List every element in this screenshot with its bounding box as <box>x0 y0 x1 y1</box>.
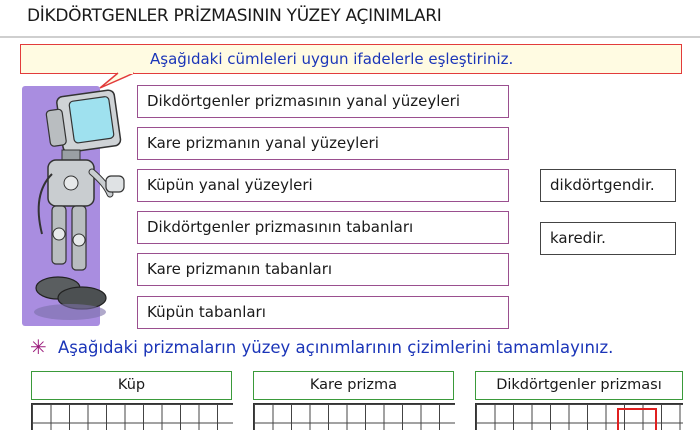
robot-mascot-icon <box>18 84 133 334</box>
instruction-text: Aşağıdaki prizmaların yüzey açınımlarının çizimlerini tamamlayınız. <box>58 338 614 357</box>
net-start-mark <box>617 408 657 430</box>
instruction-callout <box>20 44 682 74</box>
phrase-text: Kare prizmanın tabanları <box>147 260 333 278</box>
phrase-box[interactable] <box>137 127 509 160</box>
phrase-text: Kare prizmanın yanal yüzeyleri <box>147 134 379 152</box>
phrase-text: Dikdörtgenler prizmasının yanal yüzeyleri <box>147 92 461 110</box>
phrase-text: Küpün yanal yüzeyleri <box>147 176 313 194</box>
phrase-box[interactable] <box>137 253 509 286</box>
star-icon: ✳ <box>30 335 47 359</box>
answer-box[interactable] <box>540 222 676 255</box>
phrase-box[interactable] <box>137 169 509 202</box>
answer-text: dikdörtgendir. <box>550 176 655 194</box>
phrase-text: Küpün tabanları <box>147 303 266 321</box>
page-title: DİKDÖRTGENLER PRİZMASININ YÜZEY AÇINIMLARI <box>27 6 442 26</box>
callout-text: Aşağıdaki cümleleri uygun ifadelerle eşleştiriniz. <box>150 50 514 68</box>
title-divider <box>0 36 700 38</box>
answer-box[interactable] <box>540 169 676 202</box>
phrase-box[interactable] <box>137 296 509 329</box>
shape-label-cube: Küp <box>31 371 232 400</box>
phrase-box[interactable] <box>137 85 509 118</box>
phrase-box[interactable] <box>137 211 509 244</box>
shape-label-square-prism: Kare prizma <box>253 371 454 400</box>
phrase-text: Dikdörtgenler prizmasının tabanları <box>147 218 414 236</box>
answer-text: karedir. <box>550 229 606 247</box>
drawing-grid-cube[interactable] <box>31 403 233 430</box>
shape-label-rectangular-prism: Dikdörtgenler prizması <box>475 371 683 400</box>
drawing-grid-square-prism[interactable] <box>253 403 455 430</box>
